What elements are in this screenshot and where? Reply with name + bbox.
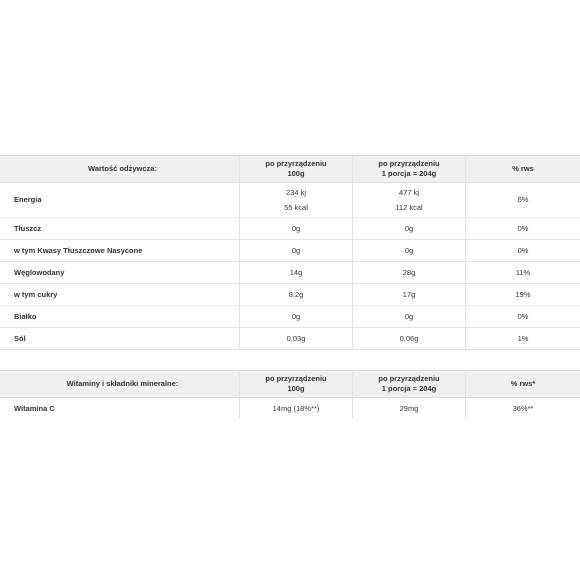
value-per-portion: 0g [353,306,466,327]
table-row [0,262,580,284]
table-row [0,284,580,306]
value-per-100g: 0g [240,240,353,261]
header-rws: % rws* [510,379,536,388]
energy-per-100g-kj: 234 kj [285,188,306,197]
value-per-100g: 14mg (18%**) [240,398,353,419]
header-per-portion-line2: 1 porcja = 204g [381,384,437,393]
header-per-portion-line1: po przyrządzeniu [378,374,440,383]
value-per-portion: 17g [353,284,466,305]
header-per-100g-line2: 100g [287,384,305,393]
header-per-portion-line1: po przyrządzeniu [378,159,440,168]
table-row [0,398,580,419]
header-per-portion [353,156,466,182]
nutrition-table [0,155,580,373]
header-per-100g-line1: po przyrządzeniu [265,159,327,168]
nutrition-header-label: Wartość odżywcza: [0,156,240,182]
row-label: Węglowodany [0,262,240,283]
value-per-portion: 28g [353,262,466,283]
row-label: Sól [0,328,240,349]
header-per-portion [353,371,466,397]
value-per-100g: 14g [240,262,353,283]
header-per-100g-line2: 100g [287,169,305,178]
row-label: Tłuszcz [0,218,240,239]
nutrition-header-row [0,155,580,183]
table-row [0,328,580,350]
energy-per-100g-kcal: 55 kcal [284,203,308,212]
value-rws: 0% [517,223,529,233]
energy-per-portion-kcal: 112 kcal [395,203,423,212]
value-rws: 36%** [512,403,534,413]
row-label: w tym cukry [0,284,240,305]
row-label: Witamina C [0,398,240,419]
value-rws: 0% [517,245,529,255]
header-per-100g [240,371,353,397]
header-rws: % rws [512,164,534,173]
table-row [0,218,580,240]
value-per-100g: 0,03g [240,328,353,349]
energy-per-portion-kj: 477 kj [398,188,419,197]
value-per-100g: 8,2g [240,284,353,305]
vitamins-table [0,370,580,419]
row-label: w tym Kwasy Tłuszczowe Nasycone [0,240,240,261]
value-rws: 11% [515,267,531,277]
value-per-portion: 0g [353,240,466,261]
value-per-100g: 0g [240,306,353,327]
energy-rws: 6% [517,195,529,204]
row-label: Energia [0,183,240,217]
table-row-energy [0,183,580,218]
value-rws: 19% [515,289,531,299]
header-per-portion-line2: 1 porcja = 204g [381,169,437,178]
value-per-portion: 0,06g [353,328,466,349]
header-per-100g-line1: po przyrządzeniu [265,374,327,383]
table-row [0,240,580,262]
vitamins-header-label: Witaminy i składniki mineralne: [0,371,240,397]
value-per-portion: 29mg [353,398,466,419]
value-rws: 1% [517,333,529,343]
value-rws: 0% [517,311,529,321]
header-per-100g [240,156,353,182]
table-row [0,306,580,328]
value-per-portion: 0g [353,218,466,239]
row-label: Białko [0,306,240,327]
value-per-100g: 0g [240,218,353,239]
vitamins-header-row [0,370,580,398]
energy-per-100g [240,183,353,217]
energy-per-portion [353,183,466,217]
